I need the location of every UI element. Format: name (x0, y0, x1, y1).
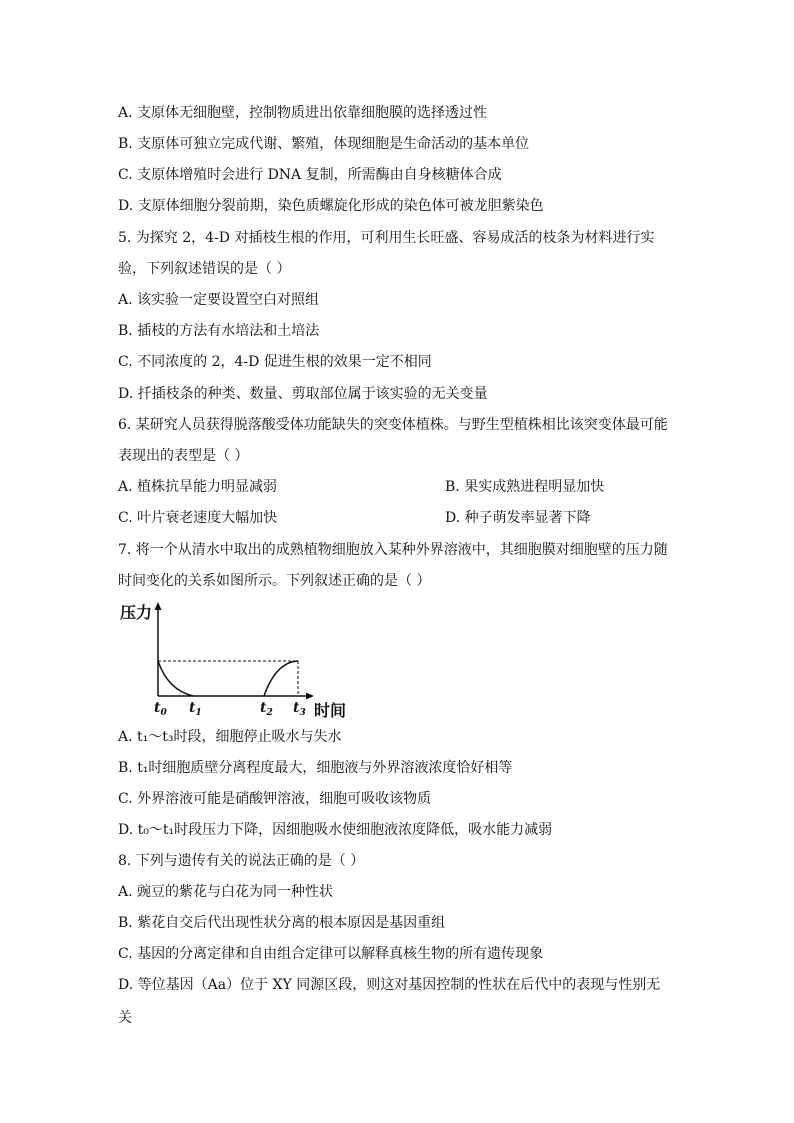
q5-option-b: B. 插枝的方法有水培法和土培法 (118, 323, 320, 339)
y-axis-label: 压力 (120, 603, 153, 622)
q7-stem-line1: 7. 将一个从清水中取出的成熟植物细胞放入某种外界溶液中，其细胞膜对细胞壁的压力随 (118, 542, 668, 558)
q6-stem-line2: 表现出的表型是（ ） (118, 448, 249, 464)
q7-option-d: D. t₀～t₁时段压力下降，因细胞吸水使细胞液浓度降低，吸水能力减弱 (118, 822, 553, 838)
q7-option-c: C. 外界溶液可能是硝酸钾溶液，细胞可吸收该物质 (118, 791, 432, 807)
q8-option-b: B. 紫花自交后代出现性状分离的根本原因是基因重组 (118, 915, 446, 931)
q4-option-c: C. 支原体增殖时会进行 DNA 复制，所需酶由自身核糖体合成 (118, 167, 502, 183)
q4-option-b: B. 支原体可独立完成代谢、繁殖，体现细胞是生命活动的基本单位 (118, 136, 530, 152)
q6-option-c: C. 叶片衰老速度大幅加快 (118, 510, 278, 526)
x-axis-label: 时间 (314, 701, 347, 720)
q7-option-b: B. t₁时细胞质壁分离程度最大，细胞液与外界溶液浓度恰好相等 (118, 760, 513, 776)
tick-t3: $t_3$ (293, 700, 306, 718)
q6-option-a: A. 植株抗旱能力明显减弱 (118, 479, 278, 495)
tick-t2: $t_2$ (260, 700, 273, 718)
q8-option-d-line2: 关 (118, 1010, 132, 1026)
q4-option-a: A. 支原体无细胞壁，控制物质进出依靠细胞膜的选择透过性 (118, 105, 488, 121)
q5-option-d: D. 扦插枝条的种类、数量、剪取部位属于该实验的无关变量 (118, 386, 488, 402)
q8-option-d-line1: D. 等位基因（Aa）位于 XY 同源区段，则这对基因控制的性状在后代中的表现与性别无 (118, 977, 661, 993)
q6-stem-line1: 6. 某研究人员获得脱落酸受体功能缺失的突变体植株。与野生型植株相比该突变体最可能 (118, 417, 668, 433)
q5-stem-line1: 5. 为探究 2，4-D 对插枝生根的作用，可利用生长旺盛、容易成活的枝条为材料进行实 (118, 230, 655, 246)
pressure-curve-increasing (264, 661, 298, 696)
q8-option-c: C. 基因的分离定律和自由组合定律可以解释真核生物的所有遗传现象 (118, 946, 544, 962)
x-axis-arrow (306, 693, 314, 700)
tick-t0: $t_0$ (154, 700, 167, 718)
y-axis-arrow (155, 602, 162, 610)
q7-stem-line2: 时间变化的关系如图所示。下列叙述正确的是（ ） (118, 573, 431, 589)
pressure-time-figure (118, 600, 358, 720)
q6-option-b: B. 果实成熟进程明显加快 (445, 479, 605, 495)
q7-option-a: A. t₁～t₃时段，细胞停止吸水与失水 (118, 729, 342, 745)
q5-option-c: C. 不同浓度的 2，4-D 促进生根的效果一定不相同 (118, 354, 432, 370)
q6-option-d: D. 种子萌发率显著下降 (445, 510, 591, 526)
q8-option-a: A. 豌豆的紫花与白花为同一种性状 (118, 884, 334, 900)
q4-option-d: D. 支原体细胞分裂前期，染色质螺旋化形成的染色体可被龙胆紫染色 (118, 198, 544, 214)
q5-option-a: A. 该实验一定要设置空白对照组 (118, 292, 320, 308)
q8-stem: 8. 下列与遗传有关的说法正确的是（ ） (118, 853, 365, 869)
tick-t1: $t_1$ (189, 700, 202, 718)
pressure-curve-decreasing (158, 661, 193, 696)
q5-stem-line2: 验，下列叙述错误的是（ ） (118, 261, 291, 277)
